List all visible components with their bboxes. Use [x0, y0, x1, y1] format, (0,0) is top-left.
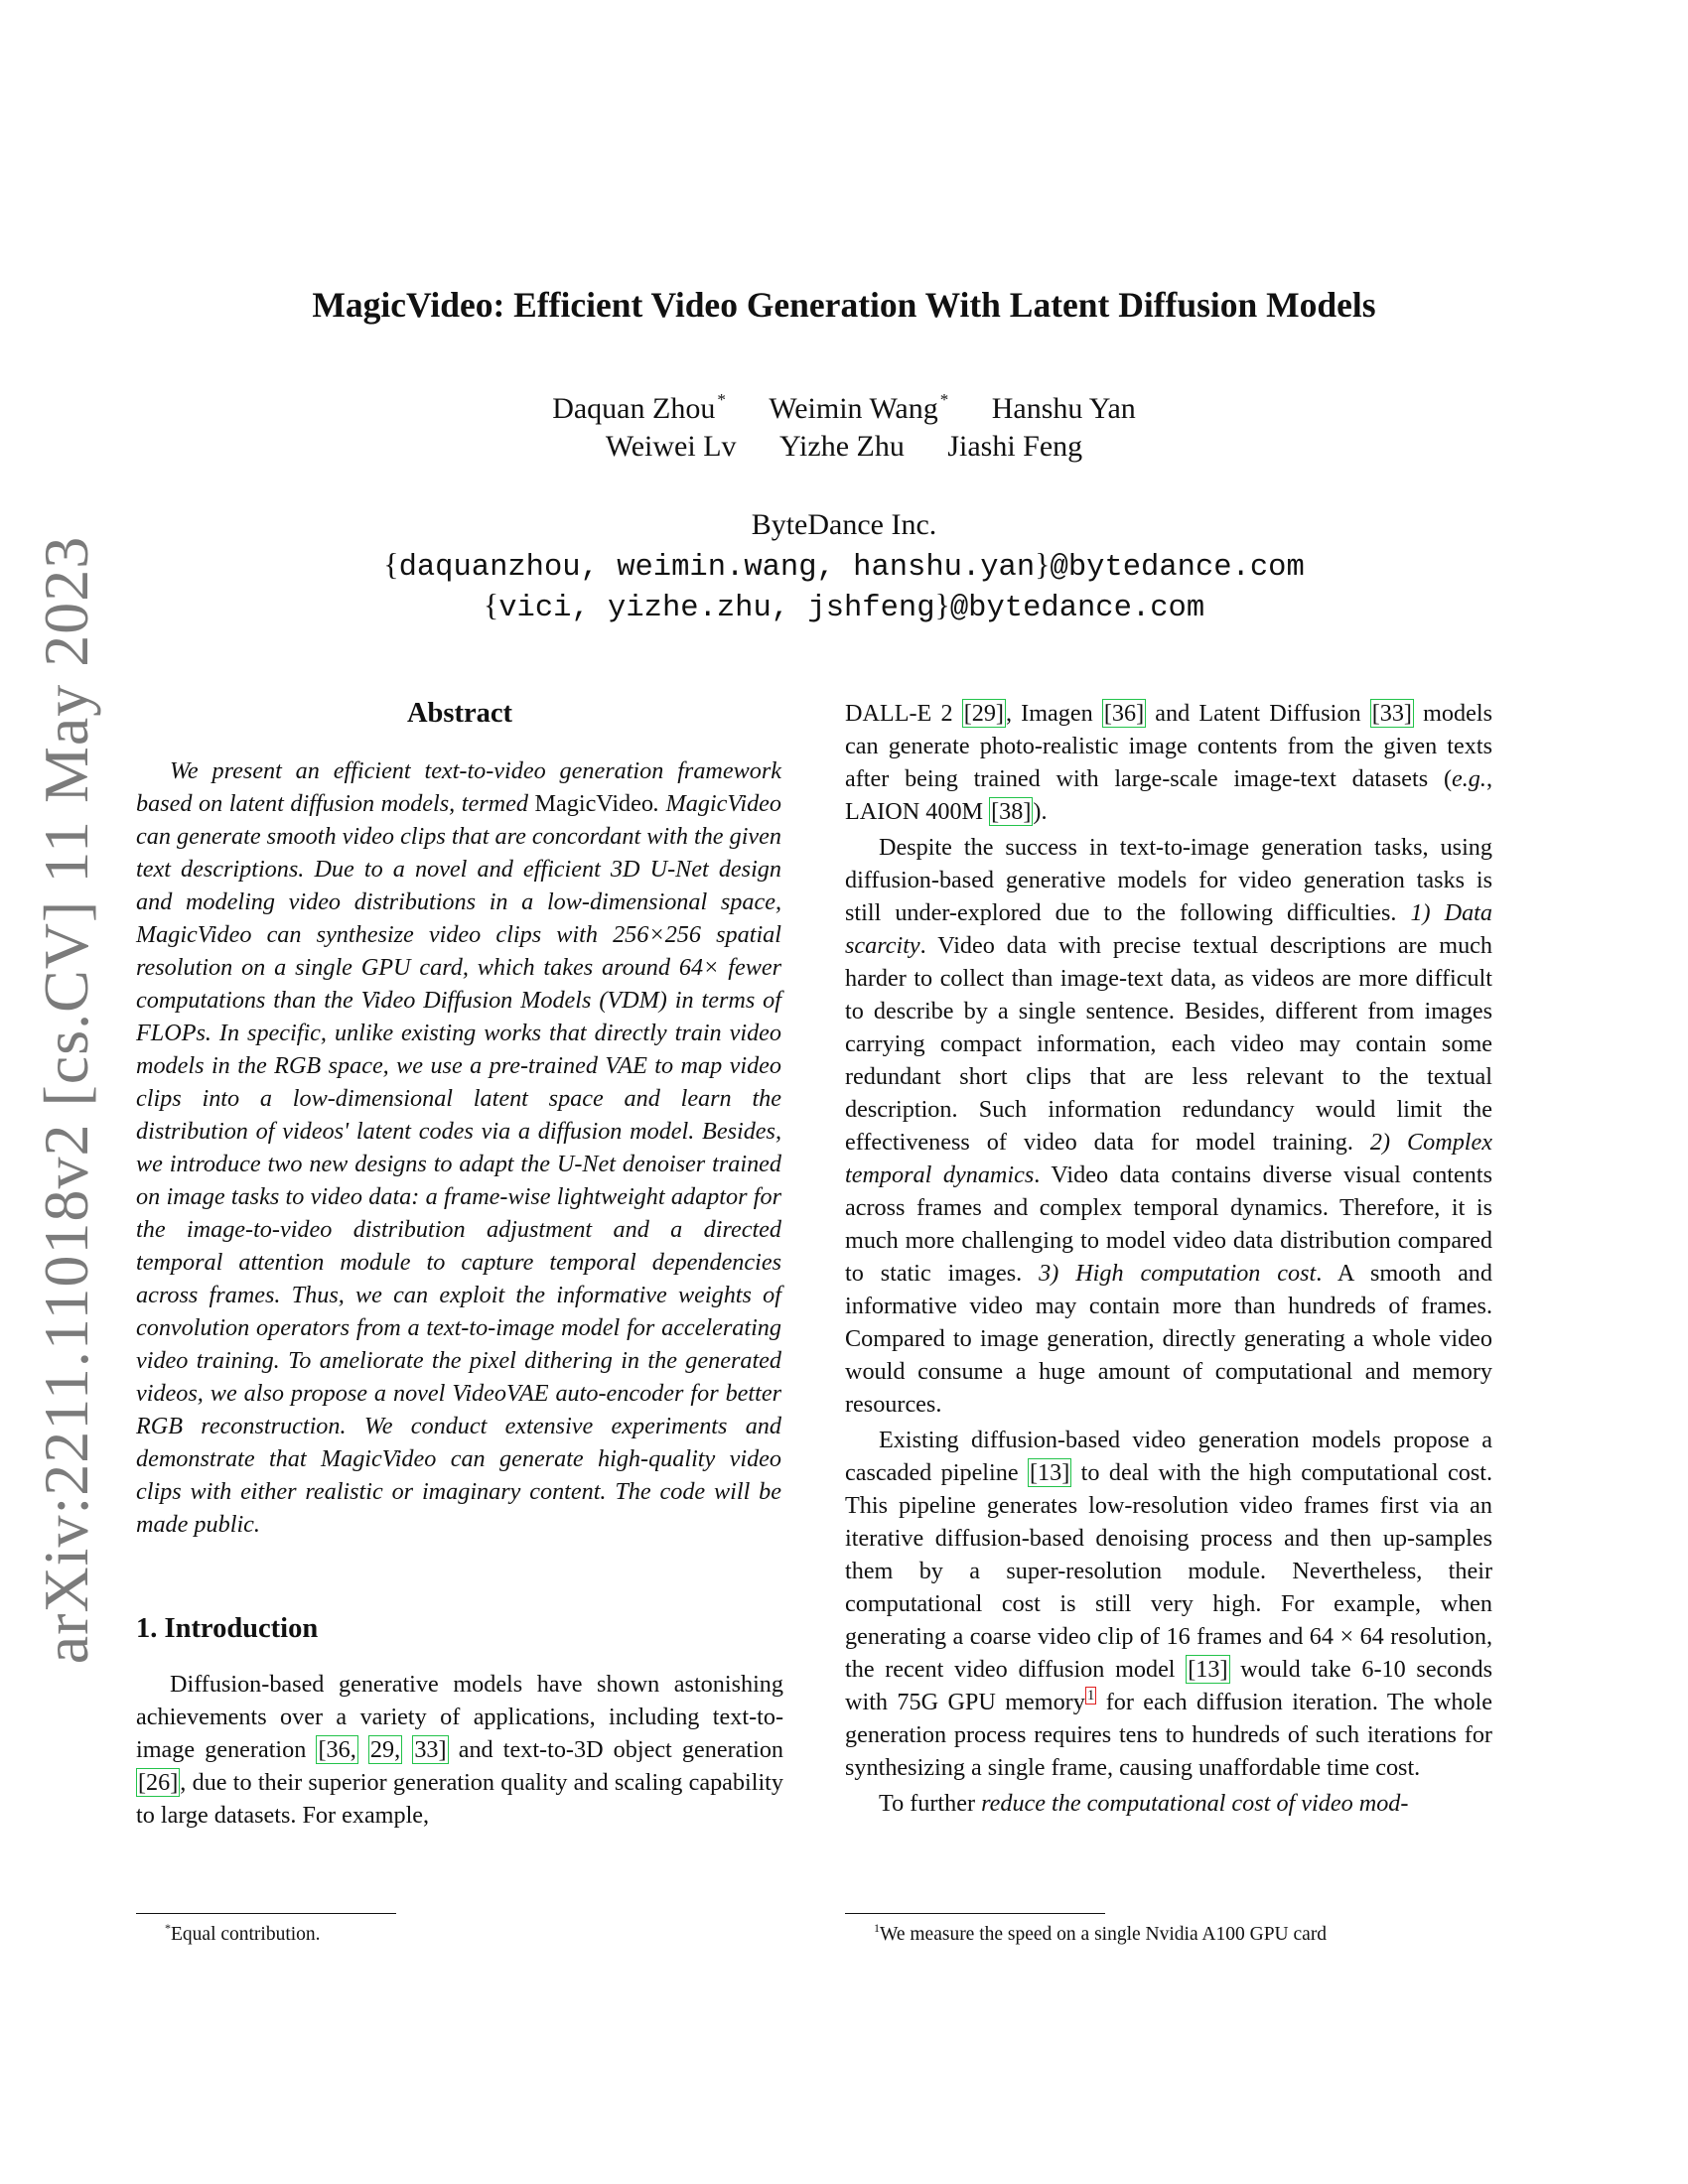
author: Weiwei Lv [605, 430, 737, 463]
author: Yizhe Zhu [779, 430, 905, 463]
citation-link[interactable]: [33] [1371, 700, 1412, 727]
citation-link[interactable]: [36] [1103, 700, 1145, 727]
citation-link[interactable]: 33] [414, 1736, 447, 1763]
author: Weimin Wang * [769, 390, 949, 425]
paragraph: DALL-E 2 [29], Imagen [36] and Latent Diffusion [33] models can generate photo-realistic image contents from the given texts after being trained with large-scale image-text datasets (e.g., LAION 400M [38]). [845, 700, 1492, 825]
author: Hanshu Yan [991, 392, 1136, 425]
footnote-rule [136, 1913, 396, 1914]
footnote-equal-contribution: *Equal contribution. [165, 1921, 321, 1945]
paragraph: Existing diffusion-based video generation models propose a cascaded pipeline [13] to deal with the high computational cost. This pipeline generates low-resolution video frames first via an iterative diffusion-based denoising process and then up-samples them by a super-resolution module. Nevertheless, their computational cost is still very high. For example, when generating a coarse video clip of 16 frames and 64 × 64 resolution, the recent video diffusion model [13] would take 6-10 seconds with 75G GPU memory $^1$ for each diffusion iteration. The whole generation process requires tens to hundreds of such iterations for synthesizing a single frame, causing unaffordable time cost. [845, 1427, 1493, 1781]
abstract-heading: Abstract [406, 698, 513, 729]
author: Jiashi Feng [947, 430, 1083, 463]
citation-link[interactable]: [13] [1029, 1459, 1070, 1486]
affiliation: ByteDance Inc. [751, 508, 937, 541]
email-line-2: {vici, yizhe.zhu, jshfeng}@bytedance.com [483, 587, 1205, 625]
citation-link[interactable]: [38] [991, 798, 1032, 825]
footnote-rule [845, 1913, 1105, 1914]
citation-link[interactable]: [13] [1188, 1656, 1228, 1683]
intro-paragraph: Diffusion-based generative models have shown astonishing achievements over a variety of applications, including text-to-image generation [36, 29, 33] and text-to-3D object generation [26], due to their superior generation quality and scaling capability to large datasets. For example, [136, 1671, 784, 1829]
arxiv-identifier: arXiv:2211.11018v2 [cs.CV] 11 May 2023 [31, 535, 101, 1665]
footnote-link[interactable]: 1 [1086, 1688, 1095, 1704]
author: Daquan Zhou * [552, 390, 726, 425]
authors-line-2 [0, 430, 1688, 464]
intro-heading: 1. Introduction [136, 1613, 319, 1644]
abstract-text: We present an efficient text-to-video generation framework based on latent diffusion models, termed MagicVideo. MagicVideo can generate smooth video clips that are concordant with the given text descriptions. Due to a novel and efficient 3D U-Net design and modeling video distributions in a low-dimensional space, MagicVideo can synthesize video clips with 256×256 spatial resolution on a single GPU card, which takes around 64× fewer computations than the Video Diffusion Models (VDM) in terms of FLOPs. In specific, unlike existing works that directly train video models in the RGB space, we use a pre-trained VAE to map video clips into a low-dimensional latent space and learn the distribution of videos' latent codes via a diffusion model. Besides, we introduce two new designs to adapt the U-Net denoiser trained on image tasks to video data: a frame-wise lightweight adaptor for the image-to-video distribution adjustment and a directed temporal attention module to capture temporal dependencies across frames. Thus, we can exploit the informative weights of convolution operators from a text-to-image model for accelerating video training. To ameliorate the pixel dithering in the generated videos, we also propose a novel VideoVAE auto-encoder for better RGB reconstruction. We conduct extensive experiments and demonstrate that MagicVideo can generate high-quality video clips with either realistic or imaginary content. The code will be made public. [136, 757, 781, 1538]
paper-title: MagicVideo: Efficient Video Generation With Latent Diffusion Models [312, 285, 1376, 325]
citation-link[interactable]: [29] [963, 700, 1004, 727]
arxiv-side-stamp [12, 0, 121, 2184]
paragraph: To further reduce the computational cost of video mod- [879, 1790, 1409, 1817]
footnote-gpu: $^1$We measure the speed on a single Nvidia A100 GPU card [874, 1921, 1328, 1945]
right-column [845, 697, 1492, 1820]
citation-link[interactable]: [26] [138, 1769, 179, 1796]
authors-line-1 [0, 392, 1688, 426]
email-line-1: {daquanzhou, weimin.wang, hanshu.yan}@bytedance.com [383, 546, 1305, 585]
citation-link[interactable]: 29, [369, 1736, 401, 1763]
left-column [136, 697, 783, 1832]
paragraph: Despite the success in text-to-image generation tasks, using diffusion-based generative models for video generation tasks is still under-explored due to the following difficulties. 1) Data scarcity. Video data with precise textual descriptions are much harder to collect than image-text data, as videos are more difficult to describe by a single sentence. Besides, different from images carrying compact information, each video may contain some redundant short clips that are less relevant to the textual description. Such information redundancy would limit the effectiveness of video data for model training. 2) Complex temporal dynamics. Video data contains diverse visual contents across frames and complex temporal dynamics. Therefore, it is much more challenging to model video data distribution compared to static images. 3) High computation cost. A smooth and informative video may contain more than hundreds of frames. Compared to image generation, directly generating a whole video would consume a huge amount of computational and memory resources. [845, 834, 1492, 1418]
citation-link[interactable]: [36, [318, 1736, 356, 1763]
